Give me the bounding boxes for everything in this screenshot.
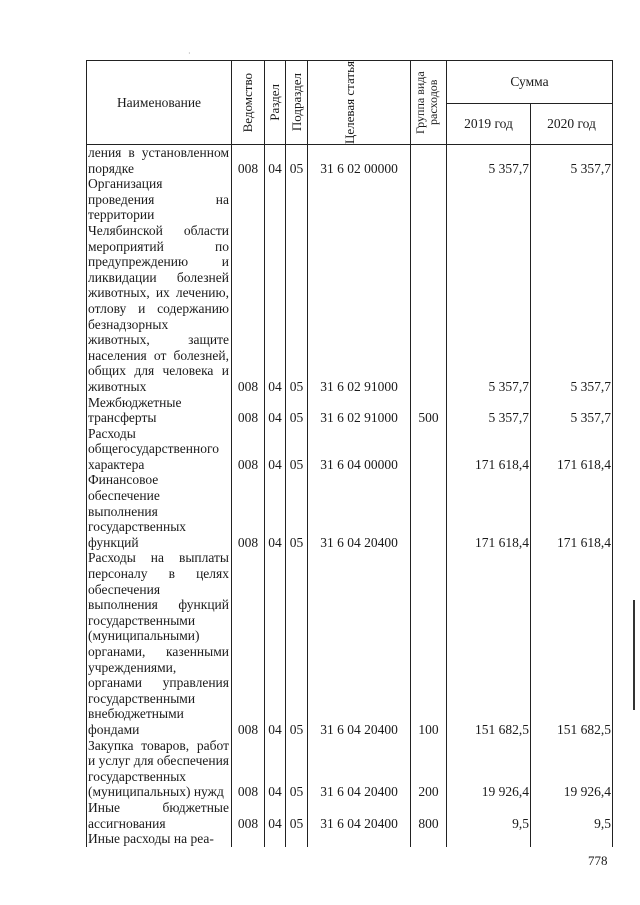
cell-grp: 500: [411, 395, 447, 426]
cell-sec: 04: [265, 472, 286, 550]
cell-v2019: 171 618,4: [447, 426, 531, 473]
cell-v2020: [531, 831, 613, 847]
cell-dept: 008: [232, 176, 265, 394]
cell-grp: [411, 176, 447, 394]
cell-name: Организация проведения на территории Челябинской области мероприятий по предупреждению и ликвидации болезней животных, их лечению, отлову и содержанию безнадзорных животных, защите населения от болезней, общих для человека и животных: [87, 176, 232, 394]
page-number: 778: [588, 853, 608, 868]
cell-v2020: 151 682,5: [531, 550, 613, 737]
cell-name: Межбюджетные трансферты: [87, 395, 232, 426]
cell-grp: [411, 831, 447, 847]
cell-v2020: 5 357,7: [531, 395, 613, 426]
cell-grp: [411, 472, 447, 550]
cell-sec: 04: [265, 738, 286, 800]
cell-dept: [232, 831, 265, 847]
cell-sec: 04: [265, 426, 286, 473]
cell-name: ления в установленном порядке: [87, 145, 232, 177]
cell-name: Иные бюджетные ассигнования: [87, 800, 232, 831]
cell-dept: 008: [232, 550, 265, 737]
cell-target: 31 6 02 91000: [308, 176, 411, 394]
cell-target: 31 6 02 00000: [308, 145, 411, 177]
table-body: [87, 145, 613, 847]
cell-v2020: 171 618,4: [531, 472, 613, 550]
cell-v2019: 171 618,4: [447, 472, 531, 550]
cell-name: Финансовое обеспечение выполнения государственных функций: [87, 472, 232, 550]
cell-name: Закупка товаров, работ и услуг для обеспечения государственных (муниципальных) нужд: [87, 738, 232, 800]
cell-dept: 008: [232, 426, 265, 473]
cell-target: 31 6 04 20400: [308, 738, 411, 800]
cell-name: Расходы на выплаты персоналу в целях обеспечения выполнения функций государственными (муниципальными) органами, казенными учреждениями, органами управления государственными внебюджетными фондами: [87, 550, 232, 737]
cell-target: 31 6 04 20400: [308, 550, 411, 737]
cell-sec: 04: [265, 800, 286, 831]
cell-sec: 04: [265, 145, 286, 177]
table-row: [87, 395, 613, 426]
budget-table-sheet: [86, 60, 612, 847]
cell-v2019: 19 926,4: [447, 738, 531, 800]
cell-name: Расходы общегосударственного характера: [87, 426, 232, 473]
cell-sub: 05: [286, 738, 308, 800]
cell-sub: 05: [286, 426, 308, 473]
table-row: [87, 738, 613, 800]
cell-sub: 05: [286, 395, 308, 426]
header-dept: Ведомство: [232, 61, 265, 145]
table-row: [87, 176, 613, 394]
header-section: Раздел: [265, 61, 286, 145]
table-row: [87, 550, 613, 737]
cell-dept: 008: [232, 395, 265, 426]
cell-target: 31 6 02 91000: [308, 395, 411, 426]
cell-grp: 200: [411, 738, 447, 800]
cell-v2020: 171 618,4: [531, 426, 613, 473]
cell-sec: 04: [265, 176, 286, 394]
cell-sub: 05: [286, 800, 308, 831]
cell-v2019: 9,5: [447, 800, 531, 831]
budget-table: [86, 60, 613, 847]
cell-v2020: 9,5: [531, 800, 613, 831]
header-name: Наименование: [87, 61, 232, 145]
header-group: Группа вида расходов: [411, 61, 447, 145]
cell-sub: [286, 831, 308, 847]
cell-name: Иные расходы на реа-: [87, 831, 232, 847]
cell-target: 31 6 04 20400: [308, 800, 411, 831]
cell-dept: 008: [232, 738, 265, 800]
cell-sec: [265, 831, 286, 847]
cell-dept: 008: [232, 800, 265, 831]
cell-dept: 008: [232, 145, 265, 177]
header-sum: Сумма: [447, 61, 613, 104]
cell-target: 31 6 04 20400: [308, 472, 411, 550]
cell-sub: 05: [286, 176, 308, 394]
header-subsection: Подраздел: [286, 61, 308, 145]
cell-v2019: 5 357,7: [447, 145, 531, 177]
cell-v2019: [447, 831, 531, 847]
cell-grp: 800: [411, 800, 447, 831]
scan-speck: ·: [188, 49, 191, 58]
table-row: [87, 831, 613, 847]
header-2020: 2020 год: [531, 104, 613, 145]
cell-sec: 04: [265, 550, 286, 737]
cell-sub: 05: [286, 472, 308, 550]
table-row: [87, 800, 613, 831]
table-row: [87, 145, 613, 177]
cell-v2019: 5 357,7: [447, 395, 531, 426]
cell-dept: 008: [232, 472, 265, 550]
cell-v2019: 151 682,5: [447, 550, 531, 737]
scan-edge-mark: [633, 600, 635, 710]
header-target: Целевая статья: [308, 61, 411, 145]
cell-v2020: 5 357,7: [531, 176, 613, 394]
cell-target: 31 6 04 00000: [308, 426, 411, 473]
cell-grp: 100: [411, 550, 447, 737]
cell-sub: 05: [286, 145, 308, 177]
cell-v2020: 19 926,4: [531, 738, 613, 800]
cell-grp: [411, 426, 447, 473]
cell-target: [308, 831, 411, 847]
cell-sub: 05: [286, 550, 308, 737]
cell-grp: [411, 145, 447, 177]
cell-sec: 04: [265, 395, 286, 426]
cell-v2020: 5 357,7: [531, 145, 613, 177]
header-2019: 2019 год: [447, 104, 531, 145]
cell-v2019: 5 357,7: [447, 176, 531, 394]
table-row: [87, 472, 613, 550]
table-row: [87, 426, 613, 473]
